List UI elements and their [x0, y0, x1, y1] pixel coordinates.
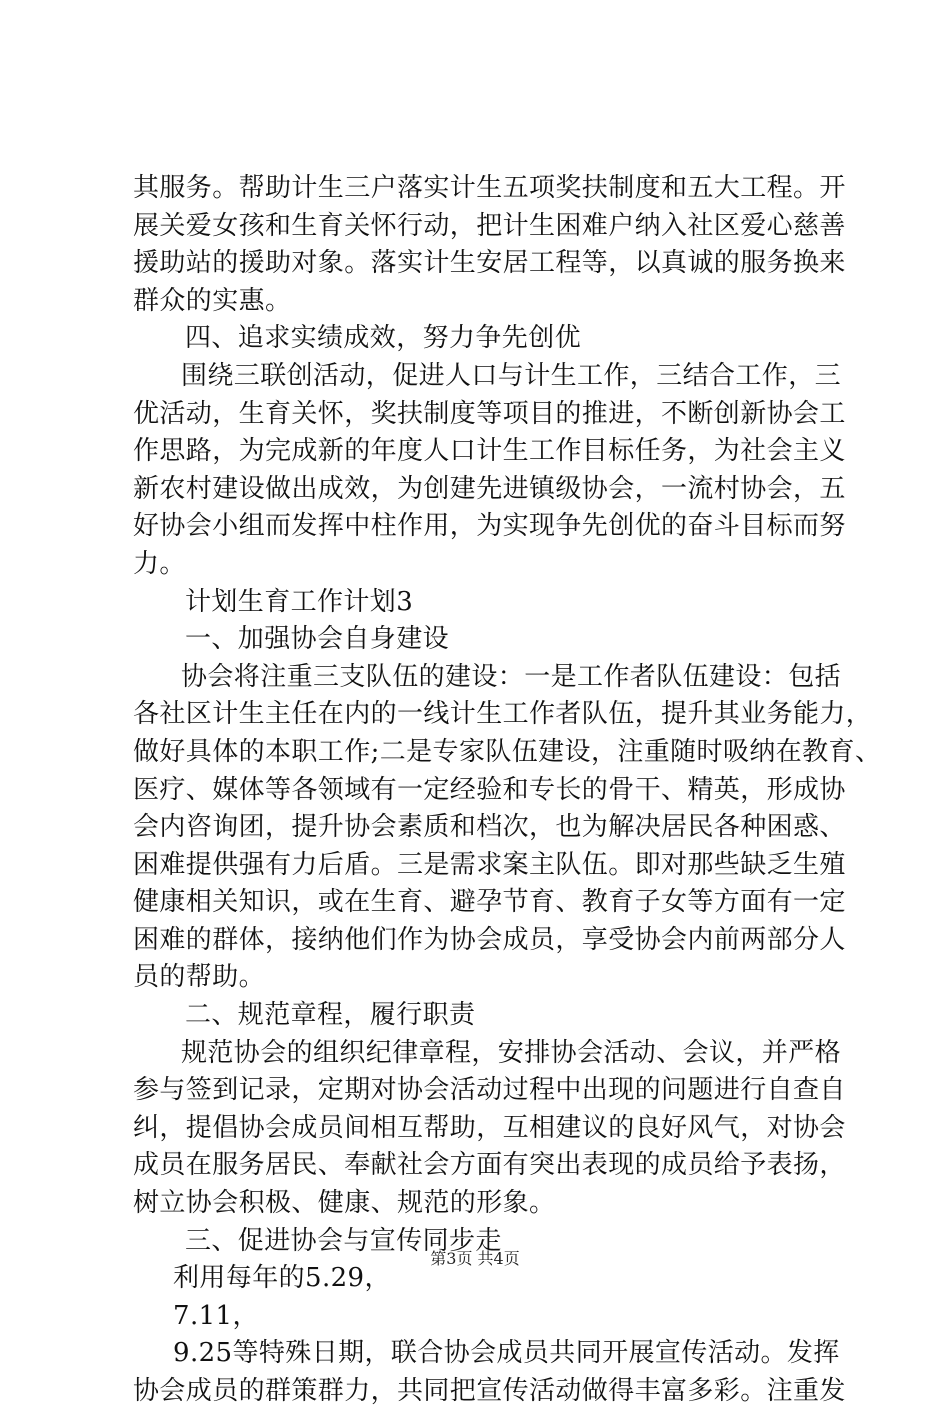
text-line: 围绕三联创活动，促进人口与计生工作，三结合工作，三: [181, 360, 842, 391]
text-line: 7.11，: [173, 1300, 259, 1331]
text-line: 利用每年的5.29，: [173, 1263, 391, 1294]
text-line: 协会成员的群策群力，共同把宣传活动做得丰富多彩。注重发: [133, 1376, 846, 1406]
text-line: 作思路，为完成新的年度人口计生工作目标任务，为社会主义: [133, 436, 846, 467]
text-line: 展关爱女孩和生育关怀行动，把计生困难户纳入社区爱心慈善: [133, 210, 846, 241]
text-line: 其服务。帮助计生三户落实计生五项奖扶制度和五大工程。开: [133, 173, 846, 203]
text-line: 做好具体的本职工作;二是专家队伍建设，注重随时吸纳在教育、: [133, 736, 882, 767]
text-line: 9.25等特殊日期，联合协会成员共同开展宣传活动。发挥: [173, 1338, 840, 1369]
text-line: 纠，提倡协会成员间相互帮助，互相建议的良好风气，对协会: [133, 1112, 846, 1143]
text-line: 参与签到记录，定期对协会活动过程中出现的问题进行自查自: [133, 1075, 846, 1106]
section-heading: 二、规范章程，履行职责: [185, 1000, 476, 1031]
text-line: 员的帮助。: [133, 962, 266, 993]
text-line: 援助站的援助对象。落实计生安居工程等，以真诚的服务换来: [133, 248, 846, 279]
text-line: 树立协会积极、健康、规范的形象。: [133, 1188, 556, 1219]
section-heading: 三、促进协会与宣传同步走: [185, 1225, 502, 1256]
text-line: 各社区计生主任在内的一线计生工作者队伍，提升其业务能力，: [133, 699, 873, 730]
section-heading: 四、追求实绩成效，努力争先创优: [185, 323, 582, 354]
text-line: 困难提供强有力后盾。三是需求案主队伍。即对那些缺乏生殖: [133, 849, 846, 880]
text-line: 会内咨询团，提升协会素质和档次，也为解决居民各种困惑、: [133, 812, 846, 843]
document-body: [133, 170, 882, 1411]
text-line: 优活动，生育关怀，奖扶制度等项目的推进，不断创新协会工: [133, 398, 846, 429]
text-line: 规范协会的组织纪律章程，安排协会活动、会议，并严格: [181, 1037, 842, 1068]
text-line: 好协会小组而发挥中柱作用，为实现争先创优的奋斗目标而努: [133, 511, 846, 542]
text-line: 医疗、媒体等各领域有一定经验和专长的骨干、精英，形成协: [133, 774, 846, 805]
text-line: 新农村建设做出成效，为创建先进镇级协会，一流村协会，五: [133, 473, 846, 504]
text-line: 成员在服务居民、奉献社会方面有突出表现的成员给予表扬，: [133, 1150, 846, 1181]
text-line: 群众的实惠。: [133, 285, 292, 316]
text-line: 健康相关知识，或在生育、避孕节育、教育子女等方面有一定: [133, 887, 846, 918]
text-line: 困难的群体，接纳他们作为协会成员，享受协会内前两部分人: [133, 924, 846, 955]
text-line: 协会将注重三支队伍的建设：一是工作者队伍建设：包括: [181, 661, 842, 692]
section-heading: 一、加强协会自身建设: [185, 624, 450, 655]
text-line: 力。: [133, 548, 186, 579]
plan-title: 计划生育工作计划3: [185, 586, 414, 617]
page-footer: [0, 1246, 950, 1269]
page-number: 第3页 共4页: [430, 1249, 520, 1268]
